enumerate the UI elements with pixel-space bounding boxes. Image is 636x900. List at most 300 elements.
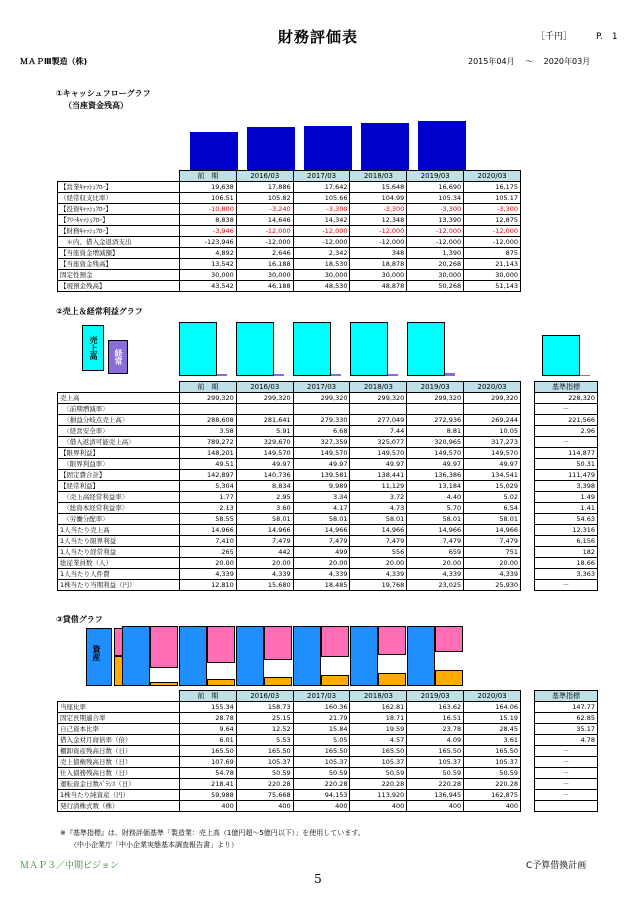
sales-standard-chart bbox=[538, 318, 598, 376]
row-label: 発行済株式数（株） bbox=[58, 801, 180, 812]
legend-asset: 資産 bbox=[92, 645, 101, 661]
table-row bbox=[58, 558, 521, 569]
balance-table bbox=[57, 690, 521, 812]
table-cell: 3.60 bbox=[236, 503, 293, 514]
table-cell: 2.13 bbox=[180, 503, 237, 514]
table-cell: 105.37 bbox=[236, 757, 293, 768]
cashflow-year-header: 2019/03 bbox=[407, 171, 464, 182]
table-cell: 272,936 bbox=[407, 415, 464, 426]
table-cell: 13,390 bbox=[407, 215, 464, 226]
table-cell: 149,570 bbox=[236, 448, 293, 459]
table-cell: 15.84 bbox=[293, 724, 350, 735]
cashflow-bar bbox=[361, 123, 409, 170]
table-cell: 162,875 bbox=[464, 790, 521, 801]
standard-row bbox=[535, 547, 598, 558]
table-row bbox=[58, 404, 521, 415]
sales-standard-bar bbox=[542, 335, 580, 376]
balance-bar-group bbox=[179, 626, 235, 686]
table-row bbox=[58, 437, 521, 448]
row-label: 【営業ｷｬｯｼｭﾌﾛｰ】 bbox=[58, 182, 180, 193]
table-cell: -3,300 bbox=[407, 204, 464, 215]
table-cell: 105.66 bbox=[293, 193, 350, 204]
table-cell: 5.91 bbox=[236, 426, 293, 437]
balance-bar-group bbox=[407, 626, 463, 686]
table-cell: 106.51 bbox=[180, 193, 237, 204]
standard-row bbox=[535, 580, 598, 591]
table-cell: 7,479 bbox=[236, 536, 293, 547]
legend-sales: 売上高 bbox=[82, 325, 104, 371]
table-cell: -12,000 bbox=[407, 226, 464, 237]
table-cell: 400 bbox=[350, 801, 407, 812]
table-cell: 58.01 bbox=[236, 514, 293, 525]
standard-cell: 111,479 bbox=[535, 470, 598, 481]
cashflow-subtitle: （当座資金残高） bbox=[64, 101, 128, 110]
table-cell: 30,000 bbox=[407, 270, 464, 281]
table-row bbox=[58, 281, 521, 292]
table-cell: 149,570 bbox=[407, 448, 464, 459]
table-cell: -3,300 bbox=[464, 204, 521, 215]
sales-bar bbox=[179, 322, 217, 376]
table-cell: 288,608 bbox=[180, 415, 237, 426]
table-cell: 165.50 bbox=[464, 746, 521, 757]
table-cell: 25,930 bbox=[464, 580, 521, 591]
standard-row bbox=[535, 470, 598, 481]
row-label: 1株当たり当期利益（円） bbox=[58, 580, 180, 591]
table-cell: 12,348 bbox=[350, 215, 407, 226]
table-cell: 134,541 bbox=[464, 470, 521, 481]
table-row bbox=[58, 459, 521, 470]
standard-cell: 147.77 bbox=[535, 702, 598, 713]
table-cell: 18,530 bbox=[293, 259, 350, 270]
sales-table bbox=[57, 381, 521, 591]
standard-cell: 228,320 bbox=[535, 393, 598, 404]
table-cell: 751 bbox=[464, 547, 521, 558]
liability-bar bbox=[321, 626, 349, 657]
table-row bbox=[58, 768, 521, 779]
table-cell: 21,143 bbox=[464, 259, 521, 270]
table-cell: 299,320 bbox=[407, 393, 464, 404]
table-row bbox=[58, 448, 521, 459]
standard-cell: 2.96 bbox=[535, 426, 598, 437]
standard-cell: － bbox=[535, 437, 598, 448]
standard-cell: 35.17 bbox=[535, 724, 598, 735]
table-cell: 442 bbox=[236, 547, 293, 558]
table-cell: 142,897 bbox=[180, 470, 237, 481]
standard-cell: 1.41 bbox=[535, 503, 598, 514]
table-cell: 18,485 bbox=[293, 580, 350, 591]
table-cell: 14,966 bbox=[350, 525, 407, 536]
table-cell: 155.34 bbox=[180, 702, 237, 713]
table-cell: 94,153 bbox=[293, 790, 350, 801]
balance-year-header: 2020/03 bbox=[464, 691, 521, 702]
standard-cell: 1.49 bbox=[535, 492, 598, 503]
sales-year-header: 2016/03 bbox=[236, 382, 293, 393]
standard-header: 基準指標 bbox=[535, 382, 598, 393]
standard-header-row bbox=[535, 691, 598, 702]
table-row bbox=[58, 193, 521, 204]
table-cell: -12,000 bbox=[350, 226, 407, 237]
liability-bar bbox=[378, 626, 406, 655]
standard-row bbox=[535, 768, 598, 779]
table-row bbox=[58, 237, 521, 248]
table-cell: 163.62 bbox=[407, 702, 464, 713]
sales-year-header: 2017/03 bbox=[293, 382, 350, 393]
table-cell: -123,946 bbox=[180, 237, 237, 248]
profit-bar bbox=[445, 373, 455, 376]
footnote-line2: （中小企業庁「中小企業実態基本調査報告書」より） bbox=[70, 841, 238, 849]
table-cell: 165.50 bbox=[293, 746, 350, 757]
table-row bbox=[58, 215, 521, 226]
equity-bar bbox=[435, 670, 463, 686]
cashflow-chart bbox=[176, 112, 526, 170]
table-cell: 400 bbox=[180, 801, 237, 812]
table-row bbox=[58, 503, 521, 514]
asset-bar bbox=[407, 626, 435, 686]
page-label: P. 1 bbox=[596, 32, 618, 42]
table-cell: 7,479 bbox=[407, 536, 464, 547]
standard-cell: 50.31 bbox=[535, 459, 598, 470]
standard-row bbox=[535, 448, 598, 459]
balance-bar-group bbox=[236, 626, 292, 686]
period-tilde: ～ bbox=[525, 57, 534, 66]
table-cell: 20,268 bbox=[407, 259, 464, 270]
standard-cell: 12,316 bbox=[535, 525, 598, 536]
cashflow-header-row bbox=[58, 171, 521, 182]
cashflow-year-header: 2017/03 bbox=[293, 171, 350, 182]
row-label: 固定長期適合率 bbox=[58, 713, 180, 724]
standard-cell: － bbox=[535, 746, 598, 757]
table-cell: 105.37 bbox=[464, 757, 521, 768]
row-label: 【固定費合計】 bbox=[58, 470, 180, 481]
table-cell: 5.05 bbox=[293, 735, 350, 746]
profit-bar bbox=[274, 374, 284, 376]
table-cell: 279,330 bbox=[293, 415, 350, 426]
period-to: 2020年03月 bbox=[543, 57, 591, 66]
equity-bar bbox=[378, 673, 406, 686]
standard-row bbox=[535, 724, 598, 735]
table-cell: 149,570 bbox=[293, 448, 350, 459]
unit-label: ［千円］ bbox=[536, 32, 573, 42]
table-cell: 12,875 bbox=[464, 215, 521, 226]
table-cell: 299,320 bbox=[236, 393, 293, 404]
row-label: 〈前期増減率〉 bbox=[58, 404, 180, 415]
table-cell: 140,736 bbox=[236, 470, 293, 481]
balance-bar-group bbox=[293, 626, 349, 686]
profit-standard-bar bbox=[580, 375, 590, 376]
table-cell: 165.50 bbox=[350, 746, 407, 757]
table-cell: -12,000 bbox=[464, 237, 521, 248]
table-row bbox=[58, 801, 521, 812]
cashflow-section-title: ①キャッシュフローグラフ bbox=[56, 89, 151, 98]
table-cell: 220.28 bbox=[407, 779, 464, 790]
table-cell: 49.51 bbox=[180, 459, 237, 470]
standard-cell: 4.78 bbox=[535, 735, 598, 746]
row-label: （経常収支比率） bbox=[58, 193, 180, 204]
table-row bbox=[58, 204, 521, 215]
standard-row bbox=[535, 426, 598, 437]
table-row bbox=[58, 248, 521, 259]
table-cell: 15,680 bbox=[236, 580, 293, 591]
table-cell: 19.59 bbox=[350, 724, 407, 735]
table-cell: 139,581 bbox=[293, 470, 350, 481]
standard-cell: 221,566 bbox=[535, 415, 598, 426]
standard-cell: － bbox=[535, 790, 598, 801]
period-range bbox=[468, 56, 590, 67]
row-label: 1人当たり経常利益 bbox=[58, 547, 180, 558]
asset-bar bbox=[179, 626, 207, 686]
row-label: 〈借入返済可能売上高〉 bbox=[58, 437, 180, 448]
table-cell: 113,920 bbox=[350, 790, 407, 801]
table-cell: 4,339 bbox=[293, 569, 350, 580]
standard-row bbox=[535, 713, 598, 724]
table-cell: -3,946 bbox=[180, 226, 237, 237]
standard-row bbox=[535, 735, 598, 746]
table-cell: 149,570 bbox=[350, 448, 407, 459]
table-cell: 105.37 bbox=[293, 757, 350, 768]
row-label: 【経常利益】 bbox=[58, 481, 180, 492]
row-label: 1株当たり純資産（円） bbox=[58, 790, 180, 801]
table-cell: 138,441 bbox=[350, 470, 407, 481]
standard-cell: 3,398 bbox=[535, 481, 598, 492]
table-cell: 4,339 bbox=[236, 569, 293, 580]
table-cell: 51,143 bbox=[464, 281, 521, 292]
table-row bbox=[58, 757, 521, 768]
balance-year-header: 2019/03 bbox=[407, 691, 464, 702]
standard-row bbox=[535, 702, 598, 713]
table-cell: 105.34 bbox=[407, 193, 464, 204]
table-cell: 30,000 bbox=[180, 270, 237, 281]
table-cell: 299,320 bbox=[350, 393, 407, 404]
table-cell: 6.54 bbox=[464, 503, 521, 514]
table-cell: 4,339 bbox=[350, 569, 407, 580]
table-cell: 6.01 bbox=[180, 735, 237, 746]
table-cell: 58.01 bbox=[293, 514, 350, 525]
table-cell: 5.53 bbox=[236, 735, 293, 746]
table-cell: 7,479 bbox=[464, 536, 521, 547]
table-cell: 16,188 bbox=[236, 259, 293, 270]
table-cell: 4.73 bbox=[350, 503, 407, 514]
table-cell: 28.45 bbox=[464, 724, 521, 735]
table-cell: 299,320 bbox=[180, 393, 237, 404]
table-row bbox=[58, 393, 521, 404]
sales-bar bbox=[236, 322, 274, 376]
table-cell bbox=[350, 404, 407, 415]
standard-cell: 182 bbox=[535, 547, 598, 558]
standard-row bbox=[535, 481, 598, 492]
cashflow-year-header: 2018/03 bbox=[350, 171, 407, 182]
table-row bbox=[58, 569, 521, 580]
table-cell: 158.73 bbox=[236, 702, 293, 713]
table-cell: 14,966 bbox=[293, 525, 350, 536]
table-cell: 9.64 bbox=[180, 724, 237, 735]
table-cell: 20.00 bbox=[464, 558, 521, 569]
table-cell: 12,810 bbox=[180, 580, 237, 591]
table-cell: -12,000 bbox=[350, 237, 407, 248]
table-cell: 58.01 bbox=[407, 514, 464, 525]
table-cell: 8,838 bbox=[180, 215, 237, 226]
standard-row bbox=[535, 393, 598, 404]
table-cell: 299,320 bbox=[293, 393, 350, 404]
table-cell: 30,000 bbox=[464, 270, 521, 281]
cashflow-bar bbox=[304, 126, 352, 170]
table-cell: 299,320 bbox=[464, 393, 521, 404]
table-cell: 48,878 bbox=[350, 281, 407, 292]
standard-row bbox=[535, 503, 598, 514]
table-cell: 220.28 bbox=[350, 779, 407, 790]
table-cell: 3.34 bbox=[293, 492, 350, 503]
table-cell: 104.99 bbox=[350, 193, 407, 204]
cashflow-table bbox=[57, 170, 521, 292]
table-cell: 58.55 bbox=[180, 514, 237, 525]
table-cell: 15,029 bbox=[464, 481, 521, 492]
table-cell: 8,834 bbox=[236, 481, 293, 492]
table-cell: 50.59 bbox=[236, 768, 293, 779]
balance-standard-table bbox=[534, 690, 598, 812]
standard-cell: － bbox=[535, 768, 598, 779]
table-cell: 1.77 bbox=[180, 492, 237, 503]
table-cell: 43,542 bbox=[180, 281, 237, 292]
table-cell: 3.61 bbox=[464, 735, 521, 746]
table-row bbox=[58, 270, 521, 281]
table-cell: 499 bbox=[293, 547, 350, 558]
footnote-line1: ※『基準指標』は、財務評価基準「製造業：売上高（1億円超～5億円以下）」を使用しています。 bbox=[60, 829, 365, 837]
cashflow-bar bbox=[247, 127, 295, 170]
table-cell: 218.41 bbox=[180, 779, 237, 790]
sales-year-header: 2019/03 bbox=[407, 382, 464, 393]
row-label: 1人当たり限界利益 bbox=[58, 536, 180, 547]
row-label: 〈経営安全率〉 bbox=[58, 426, 180, 437]
table-cell: 329,670 bbox=[236, 437, 293, 448]
table-cell: 269,244 bbox=[464, 415, 521, 426]
table-cell: 7,479 bbox=[293, 536, 350, 547]
table-row bbox=[58, 547, 521, 558]
table-cell: 3.72 bbox=[350, 492, 407, 503]
table-cell: 875 bbox=[464, 248, 521, 259]
table-cell: 320,965 bbox=[407, 437, 464, 448]
table-cell: 4.17 bbox=[293, 503, 350, 514]
sales-header-blank bbox=[58, 382, 180, 393]
standard-cell: 18.66 bbox=[535, 558, 598, 569]
table-cell: 15,648 bbox=[350, 182, 407, 193]
table-cell: 7.44 bbox=[350, 426, 407, 437]
table-cell: -12,000 bbox=[464, 226, 521, 237]
table-cell: 14,966 bbox=[464, 525, 521, 536]
table-cell: 400 bbox=[407, 801, 464, 812]
table-cell: 50.59 bbox=[464, 768, 521, 779]
table-cell: 10.05 bbox=[464, 426, 521, 437]
table-cell: 49.97 bbox=[407, 459, 464, 470]
table-row bbox=[58, 724, 521, 735]
table-cell: 49.97 bbox=[293, 459, 350, 470]
standard-row bbox=[535, 779, 598, 790]
table-cell: -12,000 bbox=[407, 237, 464, 248]
table-cell: 165.50 bbox=[180, 746, 237, 757]
table-cell: 5.70 bbox=[407, 503, 464, 514]
table-cell: -12,000 bbox=[293, 226, 350, 237]
cashflow-year-header: 2020/03 bbox=[464, 171, 521, 182]
liability-bar bbox=[264, 626, 292, 660]
profit-bar bbox=[217, 374, 227, 376]
standard-cell: 6,156 bbox=[535, 536, 598, 547]
table-row bbox=[58, 259, 521, 270]
equity-bar bbox=[321, 675, 349, 686]
balance-chart bbox=[176, 626, 526, 686]
table-cell: 16.51 bbox=[407, 713, 464, 724]
company-name: ＭＡＰⅢ製造（株) bbox=[20, 57, 88, 66]
table-row bbox=[58, 481, 521, 492]
table-cell: 49.97 bbox=[464, 459, 521, 470]
table-cell: 325,077 bbox=[350, 437, 407, 448]
table-row bbox=[58, 514, 521, 525]
row-label: 【財務ｷｬｯｼｭﾌﾛｰ】 bbox=[58, 226, 180, 237]
standard-header-row bbox=[535, 382, 598, 393]
cashflow-header-blank bbox=[58, 171, 180, 182]
table-cell: -3,300 bbox=[293, 204, 350, 215]
table-cell: 5,304 bbox=[180, 481, 237, 492]
table-row bbox=[58, 492, 521, 503]
table-row bbox=[58, 580, 521, 591]
table-row bbox=[58, 470, 521, 481]
table-row bbox=[58, 779, 521, 790]
balance-bar-group bbox=[122, 626, 178, 686]
standard-row bbox=[535, 746, 598, 757]
standard-row bbox=[535, 801, 598, 812]
asset-bar bbox=[350, 626, 378, 686]
table-cell: 2.95 bbox=[236, 492, 293, 503]
table-cell: 50.59 bbox=[293, 768, 350, 779]
table-cell: 50,268 bbox=[407, 281, 464, 292]
balance-year-header: 2016/03 bbox=[236, 691, 293, 702]
table-cell: 2,646 bbox=[236, 248, 293, 259]
table-cell: 2,342 bbox=[293, 248, 350, 259]
row-label: 売上高 bbox=[58, 393, 180, 404]
balance-header-row bbox=[58, 691, 521, 702]
table-cell: 789,272 bbox=[180, 437, 237, 448]
table-cell: 136,945 bbox=[407, 790, 464, 801]
table-cell: 13,542 bbox=[180, 259, 237, 270]
table-cell: 160.36 bbox=[293, 702, 350, 713]
period-from: 2015年04月 bbox=[468, 57, 515, 66]
row-label: 【投資ｷｬｯｼｭﾌﾛｰ】 bbox=[58, 204, 180, 215]
table-cell: 50.59 bbox=[407, 768, 464, 779]
table-cell: 14,646 bbox=[236, 215, 293, 226]
table-cell: 4,339 bbox=[180, 569, 237, 580]
table-cell: 48,530 bbox=[293, 281, 350, 292]
row-label: 総従業員数（人） bbox=[58, 558, 180, 569]
table-cell: 400 bbox=[236, 801, 293, 812]
page-number: 5 bbox=[314, 872, 322, 886]
table-cell: 25.15 bbox=[236, 713, 293, 724]
legend-profit: 経常 bbox=[108, 340, 128, 374]
row-label: 〈売上高経常利益率〉 bbox=[58, 492, 180, 503]
sales-section-title: ②売上＆経常利益グラフ bbox=[56, 307, 143, 316]
table-cell bbox=[180, 404, 237, 415]
balance-header-blank bbox=[58, 691, 180, 702]
standard-cell bbox=[535, 801, 598, 812]
table-cell: 20.00 bbox=[350, 558, 407, 569]
table-cell: 4.40 bbox=[407, 492, 464, 503]
balance-year-header: 2017/03 bbox=[293, 691, 350, 702]
table-cell: -12,000 bbox=[293, 237, 350, 248]
table-cell: 4.09 bbox=[407, 735, 464, 746]
table-row bbox=[58, 713, 521, 724]
table-cell: 28.78 bbox=[180, 713, 237, 724]
table-cell: -3,240 bbox=[236, 204, 293, 215]
table-cell: 164.06 bbox=[464, 702, 521, 713]
sales-year-header: 2018/03 bbox=[350, 382, 407, 393]
table-cell: 220.28 bbox=[464, 779, 521, 790]
standard-row bbox=[535, 536, 598, 547]
